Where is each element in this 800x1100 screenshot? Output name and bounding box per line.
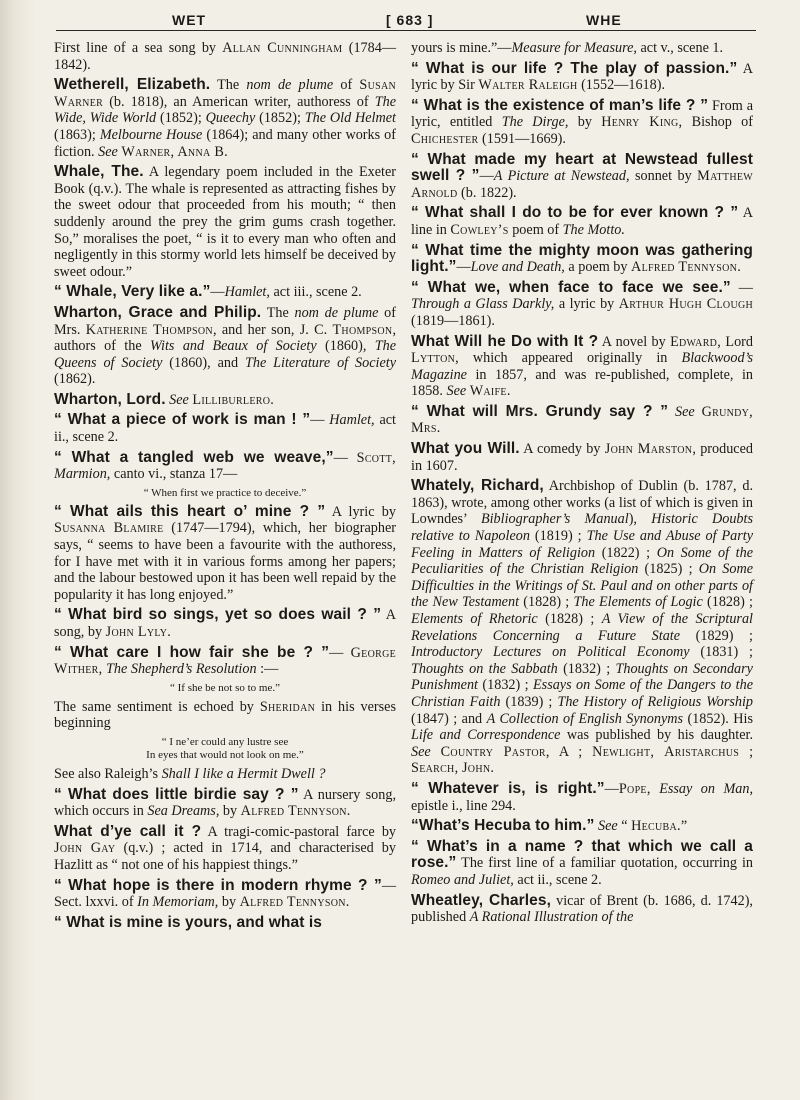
italic-title: A Rational Illustration of the bbox=[469, 909, 634, 926]
entry-text: epistle i., line 294. bbox=[411, 797, 516, 814]
entry-text: sonnet by bbox=[629, 168, 698, 185]
entry-text: (q.v.) ; acted in 1714, and characterised by Hazlitt as “ not one of his happiest things.” bbox=[54, 840, 396, 873]
entry-text: (1819—1861). bbox=[411, 312, 495, 329]
italic-title: nom de plume bbox=[294, 304, 379, 321]
entry-text: “ bbox=[617, 818, 632, 835]
entry-text: (1832) ; bbox=[557, 660, 616, 677]
dictionary-entry bbox=[54, 766, 396, 783]
entry-text: (1552—1618). bbox=[577, 77, 665, 94]
entry-text: in his verses beginning bbox=[54, 698, 396, 732]
entry-text: — bbox=[479, 168, 494, 185]
italic-title: On Some Difficulties in the Writings of St. Paul and on other parts of the New Testament bbox=[411, 561, 753, 611]
small-caps-name: Hecuba. bbox=[631, 818, 681, 835]
small-caps-name: Lytton bbox=[411, 350, 456, 367]
italic-title: nom de plume bbox=[246, 77, 334, 94]
entry-headword: What Will he Do with It ? bbox=[411, 332, 599, 350]
small-caps-name: Alfred Tennyson. bbox=[240, 803, 351, 820]
running-header bbox=[56, 8, 756, 32]
entry-text: — bbox=[329, 644, 351, 661]
entry-text: A comedy by bbox=[519, 441, 605, 458]
italic-title: The History of Religious Worship bbox=[557, 693, 753, 710]
entry-headword: “ What bird so sings, yet so does wail ? ” bbox=[54, 606, 382, 624]
italic-title: Bibliographer’s Manual bbox=[480, 511, 629, 528]
small-caps-name: Katherine Thompson bbox=[85, 321, 213, 338]
italic-title: Melbourne House bbox=[99, 126, 203, 143]
small-caps-name: John Gay bbox=[54, 840, 116, 857]
italic-title: See bbox=[411, 743, 431, 760]
italic-title: Wits and Beaux of Society bbox=[150, 338, 317, 355]
italic-title: Elements of Rhetoric bbox=[411, 611, 538, 627]
dictionary-entry bbox=[54, 824, 396, 874]
entry-text: , which appeared originally in bbox=[455, 350, 682, 367]
entry-text: A tragi-comic-pastoral farce by bbox=[201, 823, 397, 840]
entry-text: (1864); and many other works of fiction. bbox=[54, 126, 396, 160]
dictionary-entry bbox=[411, 441, 753, 474]
entry-text: A nursery song, which occurs in bbox=[54, 786, 396, 820]
small-caps-name: Matthew Arnold bbox=[411, 168, 753, 201]
entry-text: (1747—1794), which, her biographer says, “ seems to have been a favourite with the authoress, for I have met with it in various forms among her papers; and the labour bestowed upon it has been well repaid by the popularity it has long enjoyed.” bbox=[54, 520, 396, 603]
entry-headword: “ What care I how fair she be ? ” bbox=[54, 643, 330, 661]
entry-text: (1839) ; bbox=[500, 693, 558, 710]
entry-text: (b. 1818), an American writer, authoress of bbox=[103, 93, 375, 110]
entry-text bbox=[651, 781, 660, 797]
dictionary-entry bbox=[54, 77, 396, 160]
small-caps-name: George Wither, bbox=[54, 644, 397, 678]
dictionary-entry bbox=[411, 61, 753, 94]
italic-title: The Motto. bbox=[562, 221, 625, 238]
entry-headword: Wetherell, Elizabeth. bbox=[54, 76, 211, 94]
entry-text: ” bbox=[680, 818, 688, 835]
small-caps-name: Grundy, Mrs. bbox=[411, 403, 754, 437]
italic-title: The Dirge, bbox=[501, 114, 569, 131]
small-caps-name: Sheridan bbox=[259, 698, 316, 715]
entry-text: (1852); bbox=[156, 110, 206, 127]
dictionary-entry bbox=[54, 787, 396, 820]
italic-title: Sea Dreams, bbox=[147, 803, 220, 820]
entry-headword: What d’ye call it ? bbox=[54, 822, 202, 840]
entry-text: (1828) ; bbox=[537, 611, 602, 627]
small-caps-name: Arthur Hugh Clough bbox=[618, 296, 754, 313]
entry-headword: “ Whatever is, is right.” bbox=[411, 779, 605, 797]
dictionary-entry bbox=[54, 699, 396, 732]
entry-headword: “ What a piece of work is man ! ” bbox=[54, 411, 311, 429]
entry-text: (1852); bbox=[255, 110, 305, 127]
dictionary-entry bbox=[411, 478, 753, 777]
entry-text: , produced in 1607. bbox=[411, 441, 753, 474]
dictionary-entry bbox=[411, 839, 753, 889]
entry-text: (1828) ; bbox=[519, 594, 574, 611]
entry-text: of bbox=[333, 77, 360, 94]
entry-text: Archbishop of Dublin (b. 1787, d. 1863), wrote, among other works (a list of which is given in Lowndes’ bbox=[411, 478, 753, 528]
entry-text: a poem by bbox=[564, 259, 632, 276]
dictionary-entry bbox=[54, 878, 396, 911]
dictionary-entry bbox=[54, 40, 396, 73]
entry-text: The first line of a familiar quotation, occurring in bbox=[456, 855, 753, 872]
header-right-guide-word: WHE bbox=[586, 12, 622, 28]
entry-text: (1863); bbox=[54, 126, 100, 143]
entry-headword: “ What ails this heart o’ mine ? ” bbox=[54, 502, 326, 520]
entry-text: (1862). bbox=[54, 371, 96, 388]
italic-title: The Shepherd’s Resolution bbox=[106, 661, 257, 678]
entry-headword: “ What does little birdie say ? ” bbox=[54, 785, 299, 803]
italic-title: Thoughts on the Sabbath bbox=[411, 660, 558, 677]
entry-text: — bbox=[730, 279, 753, 296]
entry-text: —Sect. lxxvi. of bbox=[54, 877, 396, 911]
italic-title: See bbox=[98, 143, 118, 160]
small-caps-name: Thompson bbox=[332, 321, 393, 338]
entry-text: , authors of the bbox=[54, 321, 396, 355]
italic-title: The Wide, Wide World bbox=[54, 93, 396, 127]
entry-text: The bbox=[261, 304, 295, 321]
italic-title: Historic Doubts relative to Napoleon bbox=[411, 511, 753, 545]
entry-headword: “ What is the existence of man’s life ? ” bbox=[411, 96, 709, 114]
small-caps-name: Alfred Tennyson. bbox=[631, 259, 742, 276]
dictionary-entry bbox=[54, 607, 396, 640]
entry-text: (1852). His bbox=[683, 710, 753, 727]
entry-text bbox=[654, 744, 664, 760]
entry-text: From a lyric, entitled bbox=[411, 97, 753, 131]
entry-text: , and her son, J. C. bbox=[212, 321, 333, 338]
dictionary-entry bbox=[54, 915, 396, 932]
dictionary-entry bbox=[411, 152, 753, 202]
dictionary-entry bbox=[54, 645, 396, 678]
entry-text: in 1857, and was re-published, complete, in 1858. bbox=[411, 366, 753, 400]
italic-title: Hamlet, bbox=[224, 284, 270, 301]
italic-title: Life and Correspondence bbox=[411, 727, 561, 744]
entry-text: (1847) ; and bbox=[411, 710, 487, 727]
entry-text: (1825) ; bbox=[638, 561, 699, 578]
header-rule bbox=[56, 30, 756, 31]
entry-headword: “ What made my heart at Newstead fullest swell ? ” bbox=[411, 150, 753, 185]
entry-headword: “ What a tangled web we weave,” bbox=[54, 448, 334, 466]
entry-text: A lyric by bbox=[325, 503, 396, 520]
entry-text: vicar of Brent (b. 1686, d. 1742), published bbox=[411, 892, 753, 926]
italic-title: Measure for Measure, bbox=[511, 40, 637, 56]
entry-text: poem of bbox=[508, 221, 563, 238]
entry-headword: “ What will Mrs. Grundy say ? ” bbox=[411, 402, 669, 420]
italic-title: The Use and Abuse of Party Feeling in Matters of Religion bbox=[411, 528, 753, 561]
entry-text: (1828) ; bbox=[702, 594, 753, 611]
small-caps-name: Lilliburlero. bbox=[192, 391, 275, 408]
entry-text: by bbox=[568, 114, 602, 131]
small-caps-name: Allan Cunningham bbox=[222, 40, 343, 56]
small-caps-name: Susanna Blamire bbox=[54, 520, 164, 537]
small-caps-name: Edward, bbox=[670, 333, 722, 350]
italic-title: Marmion, bbox=[54, 466, 111, 483]
italic-title: Essays on Some of the Dangers to the Christian Faith bbox=[411, 677, 753, 710]
entry-text: A line in bbox=[411, 205, 754, 238]
entry-text: act ii., scene 2. bbox=[54, 412, 396, 446]
italic-title: See bbox=[446, 383, 467, 400]
italic-title: Through a Glass Darkly, bbox=[411, 296, 555, 313]
entry-text bbox=[695, 404, 702, 420]
dictionary-entry bbox=[411, 280, 753, 330]
small-caps-name: Scott, bbox=[356, 449, 396, 466]
small-caps-name: Aristarchus bbox=[664, 743, 740, 760]
italic-title: The Elements of Logic bbox=[573, 594, 703, 611]
small-caps-name: Country Pastor, bbox=[440, 743, 550, 760]
italic-title: The Queens of Society bbox=[54, 338, 397, 371]
italic-title: Thoughts on Secondary Punishment bbox=[411, 660, 753, 694]
small-caps-name: Pope, bbox=[618, 780, 651, 797]
italic-title: Essay on Man, bbox=[659, 780, 754, 797]
dictionary-entry bbox=[411, 893, 753, 926]
dictionary-entry bbox=[54, 392, 396, 409]
dictionary-entry bbox=[54, 412, 396, 445]
entry-text: Lord bbox=[721, 333, 753, 350]
entry-text: (1819) ; bbox=[529, 528, 587, 545]
entry-text: canto vi., stanza 17— bbox=[110, 466, 238, 483]
italic-title: Hamlet, bbox=[329, 412, 375, 429]
entry-text: A lyric by Sir bbox=[411, 60, 753, 94]
page-gutter-shadow bbox=[0, 0, 36, 1100]
dictionary-entry bbox=[54, 450, 396, 483]
dictionary-entry bbox=[411, 818, 753, 835]
entry-text: A legendary poem included in the Exeter Book (q.v.). The whale is represented as attracting fishes by the sweet odour that proceeded from his mouth; “ then suddenly around the prey the grim gums crash together. So,” moralises the poet, “ is it to every man who often and negligently in this stormy world lets himself be deceived by sweet odour.” bbox=[54, 164, 396, 280]
entry-text: ; bbox=[739, 743, 754, 760]
italic-title: Queechy bbox=[205, 110, 256, 127]
small-caps-name: Henry King, bbox=[601, 114, 683, 131]
entry-text bbox=[431, 744, 441, 760]
entry-text: (1784—1842). bbox=[54, 40, 397, 73]
dictionary-entry bbox=[411, 243, 753, 276]
small-caps-name: John. bbox=[461, 760, 495, 777]
small-caps-name: Newlight, bbox=[592, 743, 655, 760]
italic-title: Love and Death, bbox=[470, 259, 565, 276]
italic-title: Introductory Lectures on Political Economy bbox=[411, 644, 690, 661]
entry-headword: “ What is our life ? The play of passion.” bbox=[411, 59, 738, 77]
entry-headword: “ What we, when face to face we see.” bbox=[411, 278, 731, 296]
dictionary-entry bbox=[411, 781, 753, 814]
italic-title: See bbox=[675, 403, 695, 420]
italic-title: A Picture at Newstead, bbox=[493, 168, 630, 185]
entry-headword: Wheatley, Charles, bbox=[411, 891, 552, 909]
entry-text: The bbox=[210, 77, 247, 94]
dictionary-entry bbox=[411, 334, 753, 400]
italic-title: A View of the Scriptural Revelations Concerning a Future State bbox=[411, 611, 753, 644]
entry-text: act iii., scene 2. bbox=[269, 284, 362, 301]
entry-text: A novel by bbox=[598, 333, 671, 350]
entry-text: of Mrs. bbox=[54, 304, 396, 338]
entry-text: (1860), and bbox=[162, 354, 245, 371]
small-caps-name: Waife. bbox=[469, 383, 511, 400]
italic-title: See bbox=[597, 818, 618, 835]
header-page-number: [ 683 ] bbox=[386, 12, 434, 28]
small-caps-name: John Lyly. bbox=[105, 624, 172, 640]
entry-text: — bbox=[210, 284, 225, 301]
verse-quotation: “ If she be not so to me.” bbox=[170, 681, 280, 694]
entry-text bbox=[668, 404, 675, 420]
entry-text: ), bbox=[628, 511, 652, 528]
small-caps-name: Search, bbox=[411, 760, 459, 777]
entry-text: A song, by bbox=[54, 607, 396, 640]
small-caps-name: Walter Raleigh bbox=[478, 77, 578, 94]
entry-headword: Whately, Richard, bbox=[411, 477, 544, 495]
entry-headword: Whale, The. bbox=[54, 163, 144, 181]
small-caps-name: Cowley’s bbox=[450, 221, 509, 238]
entry-text: (1831) ; bbox=[689, 644, 753, 661]
entry-headword: “ Whale, Very like a.” bbox=[54, 283, 211, 301]
dictionary-entry bbox=[54, 164, 396, 280]
entry-headword: What you Will. bbox=[411, 440, 520, 458]
entry-text: yours is mine.”— bbox=[411, 40, 512, 56]
italic-title: The Literature of Society bbox=[244, 354, 396, 371]
entry-text: — bbox=[604, 780, 619, 797]
dictionary-entry bbox=[411, 98, 753, 148]
dictionary-entry bbox=[54, 504, 396, 604]
verse-quotation: “ I ne’er could any lustre see In eyes that would not look on me.” bbox=[146, 735, 304, 761]
entry-text: — bbox=[456, 259, 471, 276]
dictionary-entry bbox=[411, 404, 753, 437]
italic-title: In Memoriam, bbox=[137, 894, 219, 911]
header-left-guide-word: WET bbox=[172, 12, 207, 28]
entry-headword: “ What time the mighty moon was gathering light.” bbox=[411, 241, 753, 276]
entry-headword: “ What hope is there in modern rhyme ? ” bbox=[54, 876, 382, 894]
entry-text: Bishop of bbox=[682, 114, 753, 131]
dictionary-entry bbox=[411, 40, 753, 57]
italic-title: Romeo and Juliet, bbox=[411, 871, 514, 888]
left-column bbox=[54, 40, 396, 935]
italic-title: On Some of the Peculiarities of the Christian Religion bbox=[411, 544, 753, 578]
italic-title: Shall I like a Hermit Dwell ? bbox=[161, 765, 326, 782]
entry-text: (1822) ; bbox=[595, 544, 657, 561]
small-caps-name: John Marston bbox=[604, 441, 693, 458]
small-caps-name: Warner, Anna B. bbox=[121, 143, 228, 160]
entry-headword: Wharton, Grace and Philip. bbox=[54, 303, 262, 321]
entry-text: The same sentiment is echoed by bbox=[54, 698, 260, 715]
small-caps-name: Susan Warner bbox=[54, 77, 396, 110]
entry-headword: “What’s Hecuba to him.” bbox=[411, 817, 595, 835]
entry-text: was published by his daughter. bbox=[560, 727, 753, 744]
small-caps-name: Alfred Tennyson. bbox=[239, 894, 350, 911]
entry-text: (1860), bbox=[316, 338, 375, 355]
entry-text: (b. 1822). bbox=[457, 184, 517, 201]
entry-text: (1832) ; bbox=[478, 677, 533, 694]
entry-text: act v., scene 1. bbox=[636, 40, 724, 56]
italic-title: See bbox=[169, 391, 189, 408]
dictionary-entry bbox=[54, 284, 396, 301]
entry-headword: Wharton, Lord. bbox=[54, 390, 166, 408]
entry-text: :— bbox=[256, 661, 279, 678]
verse-quotation: “ When first we practice to deceive.” bbox=[143, 486, 307, 499]
entry-text: (1829) ; bbox=[680, 627, 753, 644]
entry-text: by bbox=[219, 803, 241, 820]
entry-text: See also Raleigh’s bbox=[54, 765, 162, 782]
right-column bbox=[411, 40, 753, 930]
entry-text: act ii., scene 2. bbox=[513, 871, 602, 888]
entry-headword: “ What is mine is yours, and what is bbox=[54, 913, 323, 931]
small-caps-name: Chichester bbox=[411, 130, 479, 147]
entry-text: (1591—1669). bbox=[478, 130, 566, 147]
italic-title: The Old Helmet bbox=[304, 110, 396, 127]
dictionary-entry bbox=[54, 305, 396, 388]
entry-headword: “ What’s in a name ? that which we call a rose.” bbox=[411, 837, 753, 872]
entry-headword: “ What shall I do to be for ever known ? ” bbox=[411, 204, 739, 222]
entry-text: — bbox=[333, 449, 357, 466]
italic-title: Blackwood’s Magazine bbox=[411, 350, 753, 383]
entry-text: A ; bbox=[549, 743, 593, 760]
entry-text: by bbox=[218, 894, 240, 911]
italic-title: A Collection of English Synonyms bbox=[486, 710, 684, 727]
entry-text: a lyric by bbox=[554, 296, 619, 313]
entry-text: First line of a sea song by bbox=[54, 40, 223, 56]
dictionary-entry bbox=[411, 205, 753, 238]
entry-text: — bbox=[310, 412, 330, 429]
